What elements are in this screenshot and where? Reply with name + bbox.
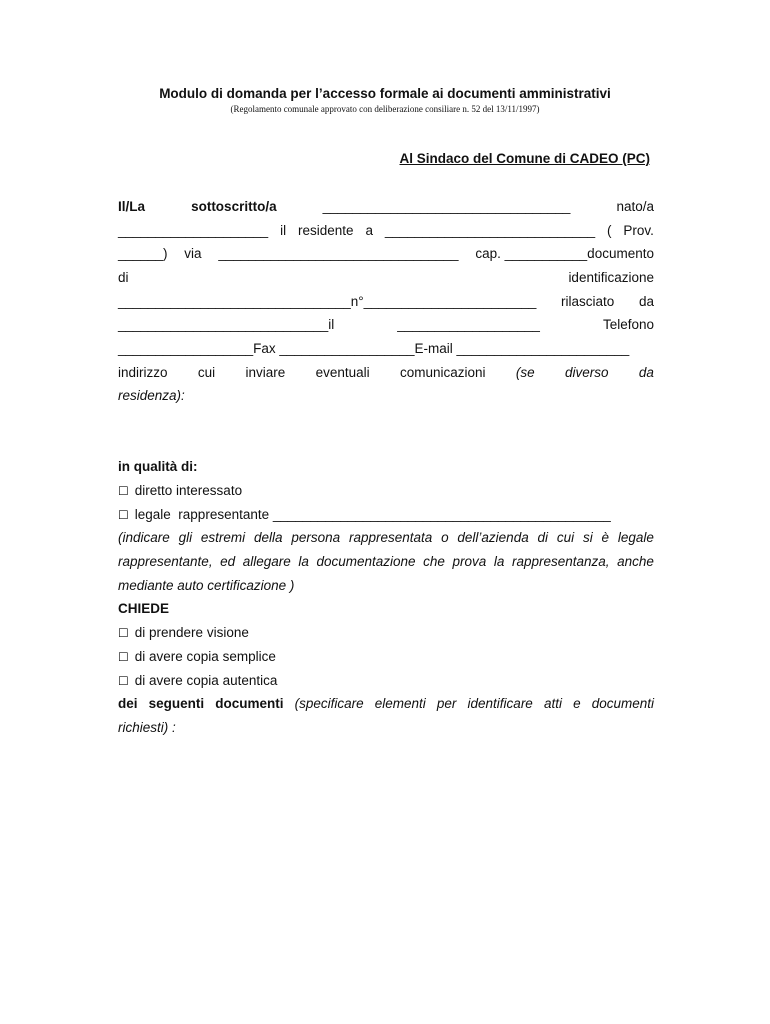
option-label: di avere copia semplice: [134, 649, 276, 664]
word: indirizzo: [118, 365, 168, 380]
addressee: Al Sindaco del Comune di CADEO (PC): [399, 151, 650, 166]
capacity-heading: in qualità di:: [118, 459, 198, 474]
word: prova: [452, 554, 487, 569]
request-heading: CHIEDE: [118, 601, 170, 616]
checkbox-icon[interactable]: ☐: [118, 484, 129, 498]
word: e: [573, 696, 581, 711]
word: identificare: [467, 696, 533, 711]
word: inviare: [245, 365, 286, 380]
applicant-line-2: [118, 223, 654, 239]
word: Telefono: [602, 317, 654, 332]
word: identificazione: [568, 270, 654, 285]
word: rilasciato: [561, 294, 615, 309]
word: per: [436, 696, 457, 711]
word: legale: [617, 530, 654, 545]
applicant-line-9: residenza):: [118, 388, 185, 403]
birthplace-field[interactable]: ____________________: [118, 223, 269, 238]
word: cui: [556, 530, 575, 545]
word: anche: [617, 554, 654, 569]
word: (se: [515, 365, 535, 380]
word: (: [607, 223, 612, 238]
request-option-view[interactable]: [118, 625, 654, 641]
word: o: [441, 530, 449, 545]
word: rappresentanza,: [511, 554, 610, 569]
word: documentazione: [316, 554, 416, 569]
documents-line-1: [118, 696, 654, 712]
checkbox-icon[interactable]: ☐: [118, 508, 129, 522]
word: della: [254, 530, 283, 545]
word: a: [365, 223, 373, 238]
word: dell’azienda: [457, 530, 529, 545]
option-label: legale rappresentante _____________________________________________: [134, 507, 611, 522]
applicant-line-5: [118, 294, 654, 310]
capacity-option-legal[interactable]: [118, 507, 654, 523]
documents-line-2: richiesti) :: [118, 720, 176, 735]
word: si: [582, 530, 593, 545]
checkbox-icon[interactable]: ☐: [118, 626, 129, 640]
word: comunicazioni: [400, 365, 486, 380]
option-label: di prendere visione: [134, 625, 249, 640]
applicant-line-4: [118, 270, 654, 286]
word: nato/a: [616, 199, 654, 214]
word: estremi: [200, 530, 246, 545]
issued-by-date-field[interactable]: ____________________________il: [118, 317, 335, 332]
capacity-note-1: [118, 530, 654, 546]
word: allegare: [242, 554, 291, 569]
capacity-note-2: [118, 554, 654, 570]
word: cui: [197, 365, 216, 380]
word: eventuali: [315, 365, 370, 380]
word: (specificare: [294, 696, 364, 711]
issue-date-field[interactable]: ___________________: [397, 317, 540, 332]
word: documenti: [215, 696, 284, 711]
option-label: diretto interessato: [134, 483, 243, 498]
applicant-line-8: [118, 365, 654, 381]
checkbox-icon[interactable]: ☐: [118, 650, 129, 664]
id-document-field[interactable]: _______________________________n°_______________________: [118, 294, 537, 309]
capacity-option-direct[interactable]: [118, 483, 654, 499]
cap-document-field[interactable]: cap. ___________documento: [475, 246, 654, 261]
word: che: [423, 554, 445, 569]
word: da: [638, 294, 654, 309]
applicant-line-7[interactable]: __________________Fax __________________E-mail _______________________: [118, 341, 630, 356]
word: seguenti: [148, 696, 205, 711]
word: atti: [543, 696, 562, 711]
applicant-line-1: [118, 199, 654, 215]
capacity-note-3: mediante auto certificazione ): [118, 578, 295, 593]
word: rappresentata: [348, 530, 433, 545]
residence-field[interactable]: ____________________________: [384, 223, 596, 238]
word: persona: [291, 530, 341, 545]
word: via: [184, 246, 202, 261]
word: rappresentante,: [118, 554, 213, 569]
word: gli: [178, 530, 193, 545]
word: sottoscritto/a: [191, 199, 277, 214]
province-field[interactable]: ______): [118, 246, 168, 261]
word: elementi: [374, 696, 426, 711]
form-title: Modulo di domanda per l’accesso formale ai documenti amministrativi: [159, 86, 611, 101]
checkbox-icon[interactable]: ☐: [118, 674, 129, 688]
word: è: [601, 530, 610, 545]
word: la: [493, 554, 505, 569]
word: (indicare: [118, 530, 170, 545]
word: di: [537, 530, 549, 545]
word: ed: [220, 554, 236, 569]
word: Prov.: [623, 223, 654, 238]
word: Il/La: [118, 199, 146, 214]
word: la: [298, 554, 309, 569]
name-field[interactable]: _________________________________: [322, 199, 571, 214]
word: di: [118, 270, 129, 285]
option-label: di avere copia autentica: [134, 673, 278, 688]
form-subtitle: (Regolamento comunale approvato con deliberazione consiliare n. 52 del 13/11/1997): [230, 104, 540, 114]
applicant-line-3: [118, 246, 654, 262]
request-option-simple-copy[interactable]: [118, 649, 654, 665]
street-field[interactable]: ________________________________: [218, 246, 459, 261]
word: dei: [118, 696, 138, 711]
word: documenti: [591, 696, 654, 711]
word: da: [638, 365, 654, 380]
applicant-line-6: [118, 317, 654, 333]
word: il: [280, 223, 287, 238]
request-option-certified-copy[interactable]: [118, 673, 654, 689]
word: residente: [297, 223, 354, 238]
word: diverso: [565, 365, 609, 380]
